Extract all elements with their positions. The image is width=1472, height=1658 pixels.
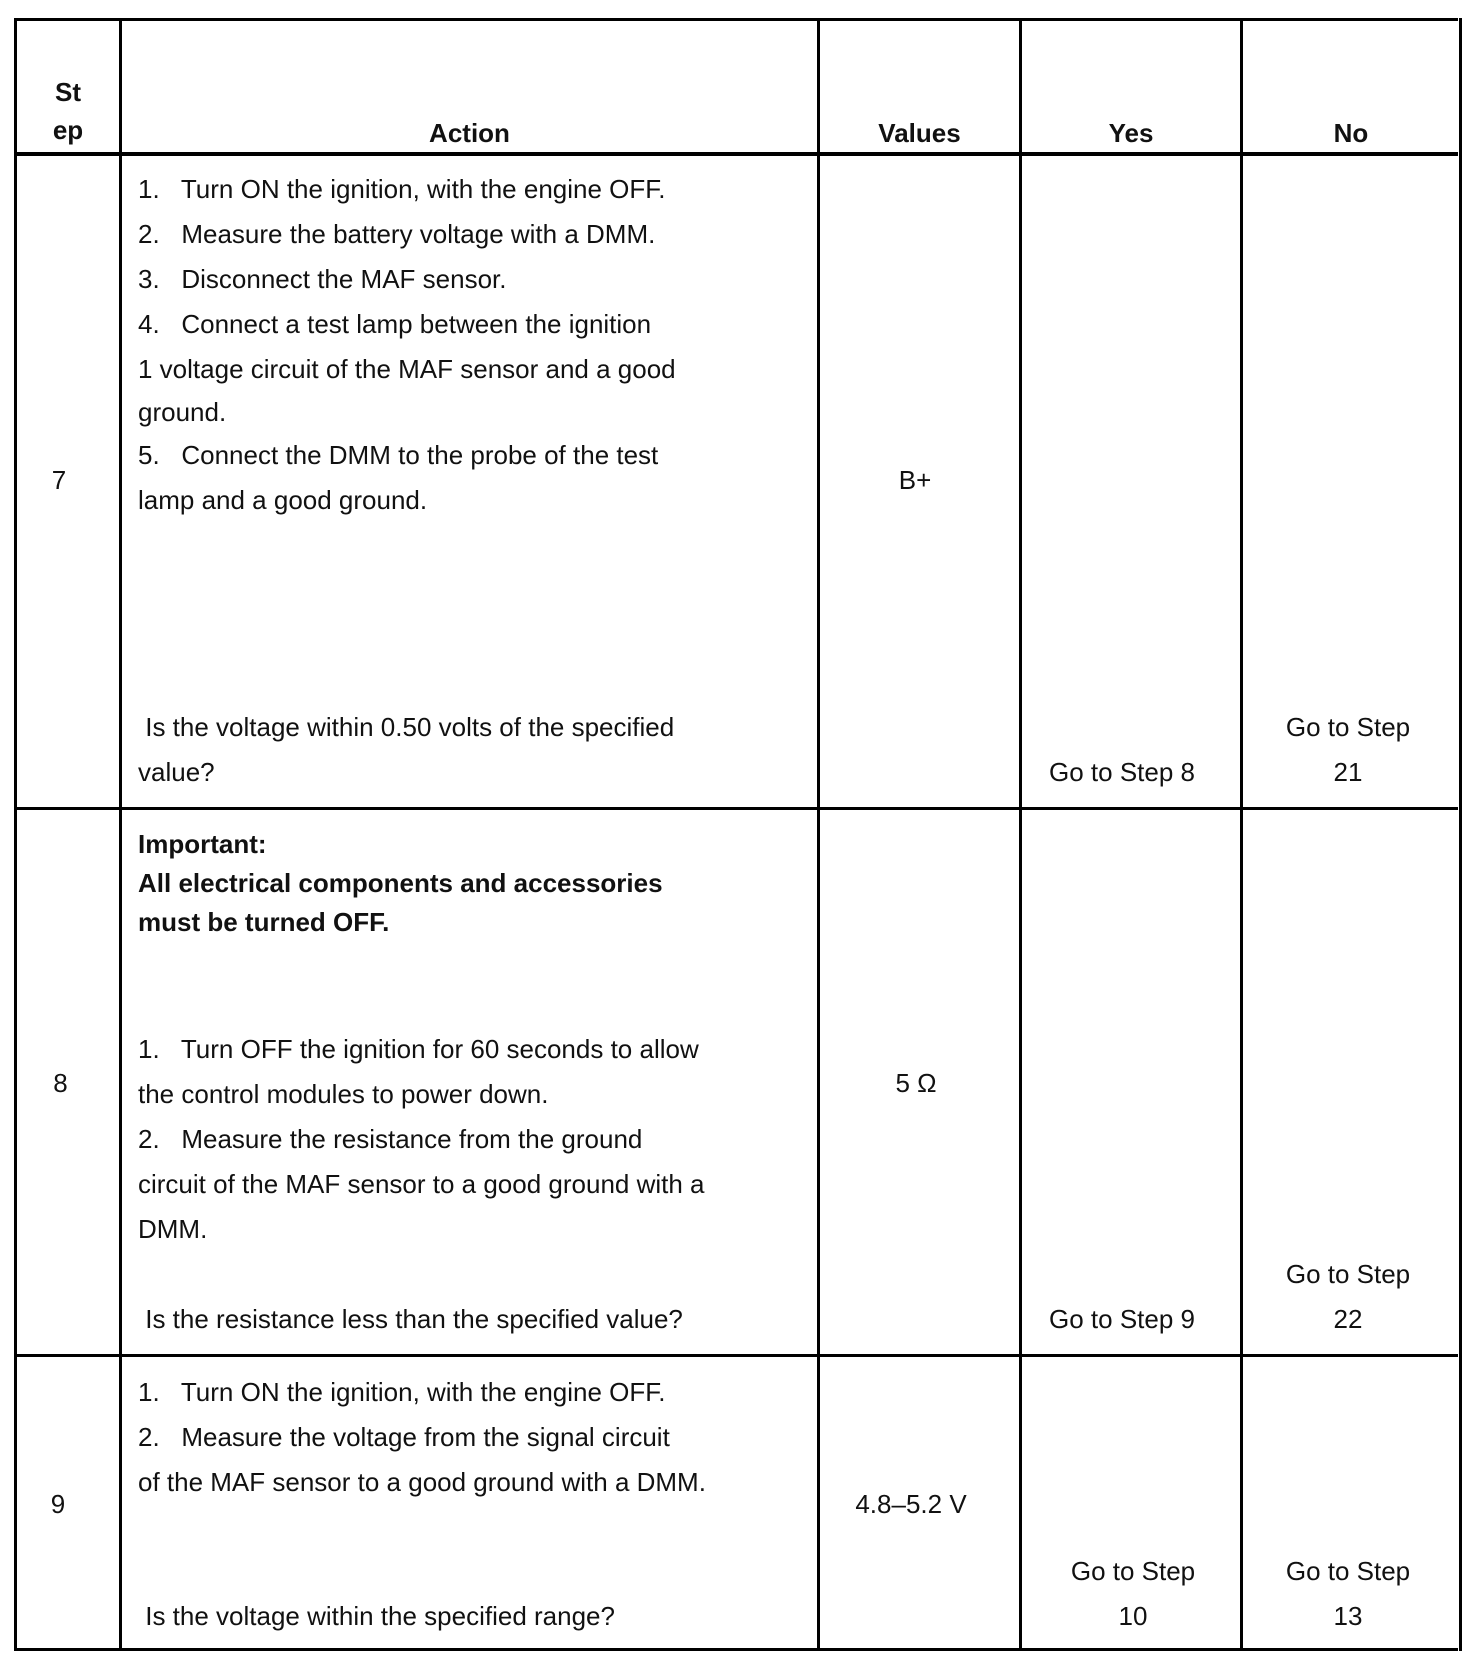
action-line: 1. Turn ON the ignition, with the engine OFF. [138,1377,666,1407]
action-line: 2. Measure the resistance from the ground [138,1124,643,1154]
no-result-line: Go to Step [1285,712,1411,742]
action-line: the control modules to power down. [138,1079,549,1109]
no-result-line: 21 [1333,757,1363,787]
yes-result-line: Go to Step 9 [1049,1304,1195,1334]
action-line: 1 voltage circuit of the MAF sensor and a good [138,354,676,384]
action-line: 1. Turn OFF the ignition for 60 seconds to allow [138,1034,699,1064]
step-number: 7 [51,465,67,495]
value-cell: 5 Ω [895,1068,937,1098]
action-line: 1. Turn ON the ignition, with the engine OFF. [138,174,666,204]
header-step-line1: St [55,77,81,107]
important-line: must be turned OFF. [138,907,390,937]
action-line: 5. Connect the DMM to the probe of the test [138,440,659,470]
step-number: 9 [50,1489,66,1519]
important-line: All electrical components and accessories [138,868,663,898]
no-result [1243,1549,1453,1639]
action-line: of the MAF sensor to a good ground with a DMM. [138,1467,706,1497]
action-line: 2. Measure the battery voltage with a DMM. [138,219,656,249]
action-line: DMM. [138,1214,208,1244]
question-line: Is the voltage within 0.50 volts of the specified [138,712,675,742]
yes-result [1022,750,1222,795]
question-line: Is the voltage within the specified range? [138,1601,615,1631]
col-divider-action [817,18,820,1651]
header-no: No [1333,118,1369,148]
col-divider-values [1019,18,1022,1651]
yes-result-line: Go to Step [1070,1556,1196,1586]
header-step [17,73,119,149]
no-result [1243,705,1453,795]
value-cell: 4.8–5.2 V [855,1489,967,1519]
yes-result [1022,1549,1244,1639]
action-line: lamp and a good ground. [138,485,428,515]
action-line: ground. [138,397,227,427]
col-divider-step [119,18,122,1651]
col-divider-yes [1240,18,1243,1651]
value-cell: B+ [898,465,932,495]
action-line: 3. Disconnect the MAF sensor. [138,264,507,294]
header-values: Values [878,118,961,148]
yes-result-line: 10 [1118,1601,1148,1631]
yes-result [1022,1297,1222,1342]
action-line: 4. Connect a test lamp between the ignition [138,309,652,339]
no-result [1243,1252,1453,1342]
table-border-left [14,18,17,1651]
question-line: Is the resistance less than the specified value? [138,1304,683,1334]
question-line: value? [138,757,215,787]
no-result-line: Go to Step [1285,1259,1411,1289]
header-yes: Yes [1108,118,1154,148]
action-line: 2. Measure the voltage from the signal circuit [138,1422,670,1452]
no-result-line: 22 [1333,1304,1363,1334]
header-action: Action [429,118,510,148]
no-result-line: Go to Step [1285,1556,1411,1586]
header-step-line2: ep [52,115,84,145]
table-border-right [1459,18,1462,1651]
yes-result-line: Go to Step 8 [1049,757,1195,787]
step-number: 8 [53,1068,68,1098]
action-line: circuit of the MAF sensor to a good ground with a [138,1169,705,1199]
important-line: Important: [138,829,267,859]
no-result-line: 13 [1333,1601,1363,1631]
